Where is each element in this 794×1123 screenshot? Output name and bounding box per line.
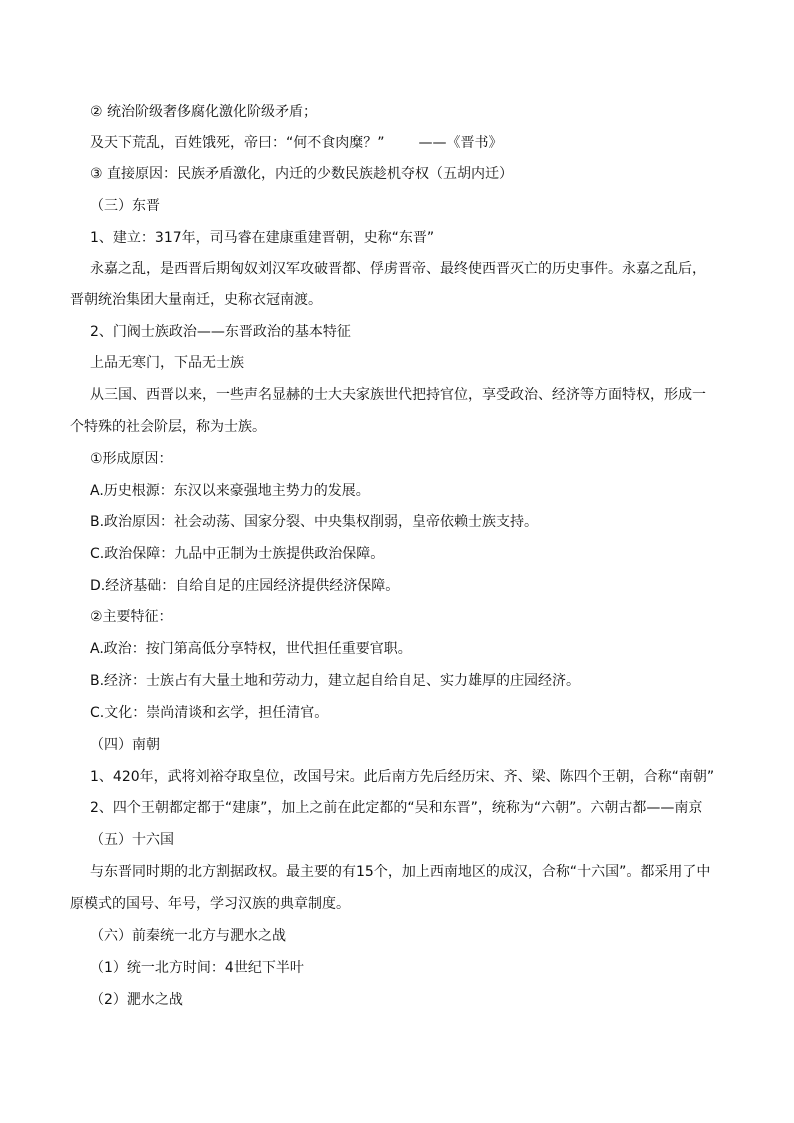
- text-line: 从三国、西晋以来，一些声名显赫的士大夫家族世代把持官位，享受政治、经济等方面特权，形成一: [90, 387, 706, 403]
- text-line: C.文化：崇尚清谈和玄学，担任清官。: [90, 705, 329, 721]
- text-line-quote: [90, 133, 503, 153]
- text-line: B.政治原因：社会动荡、国家分裂、中央集权削弱，皇帝依赖士族支持。: [90, 514, 539, 530]
- text-line: C.政治保障：九品中正制为士族提供政治保障。: [90, 546, 385, 562]
- text-line: ③ 直接原因：民族矛盾激化，内迁的少数民族趁机夺权（五胡内迁）: [90, 166, 513, 182]
- quote-source: ——《晋书》: [418, 135, 503, 151]
- section-heading: （五）十六国: [90, 832, 174, 848]
- text-line: A.历史根源：东汉以来豪强地主势力的发展。: [90, 483, 370, 499]
- text-line: 永嘉之乱，是西晋后期匈奴刘汉军攻破晋都、俘虏晋帝、最终使西晋灭亡的历史事件。永嘉之乱后，: [90, 261, 706, 277]
- section-heading: （六）前秦统一北方与淝水之战: [90, 928, 286, 944]
- text-line: （2）淝水之战: [90, 992, 183, 1008]
- text-line: 晋朝统治集团大量南迁，史称衣冠南渡。: [70, 292, 322, 308]
- text-line: B.经济：士族占有大量土地和劳动力，建立起自给自足、实力雄厚的庄园经济。: [90, 673, 581, 689]
- text-line: 上品无寒门，下品无士族: [90, 355, 244, 371]
- text-line: 2、门阀士族政治——东晋政治的基本特征: [90, 324, 351, 340]
- text-line: 与东晋同时期的北方割据政权。最主要的有15个，加上西南地区的成汉，合称“十六国”。都采用了中: [90, 864, 711, 880]
- text-line: D.经济基础：自给自足的庄园经济提供经济保障。: [90, 578, 400, 594]
- text-line: 1、420年，武将刘裕夺取皇位，改国号宋。此后南方先后经历宋、齐、梁、陈四个王朝，合称“南朝”: [90, 769, 715, 785]
- section-heading: （三）东晋: [90, 198, 160, 214]
- text-line: 2、四个王朝都定都于“建康”，加上之前在此定都的“吴和东晋”，统称为“六朝”。六朝古都——南京: [90, 800, 703, 816]
- quote-text: 及天下荒乱，百姓饿死，帝曰：“何不食肉糜？”: [90, 135, 385, 151]
- section-heading: （四）南朝: [90, 737, 160, 753]
- text-line: ② 统治阶级奢侈腐化激化阶级矛盾；: [90, 104, 318, 120]
- text-line: A.政治：按门第高低分享特权，世代担任重要官职。: [90, 641, 412, 657]
- text-line: ①形成原因：: [90, 451, 173, 467]
- text-line: ②主要特征：: [90, 609, 173, 625]
- text-line: 原模式的国号、年号，学习汉族的典章制度。: [70, 896, 350, 912]
- text-line: 个特殊的社会阶层，称为士族。: [70, 419, 266, 435]
- text-line: 1、建立：317年，司马睿在建康重建晋朝，史称“东晋”: [90, 230, 435, 246]
- text-line: （1）统一北方时间：4世纪下半叶: [90, 960, 304, 976]
